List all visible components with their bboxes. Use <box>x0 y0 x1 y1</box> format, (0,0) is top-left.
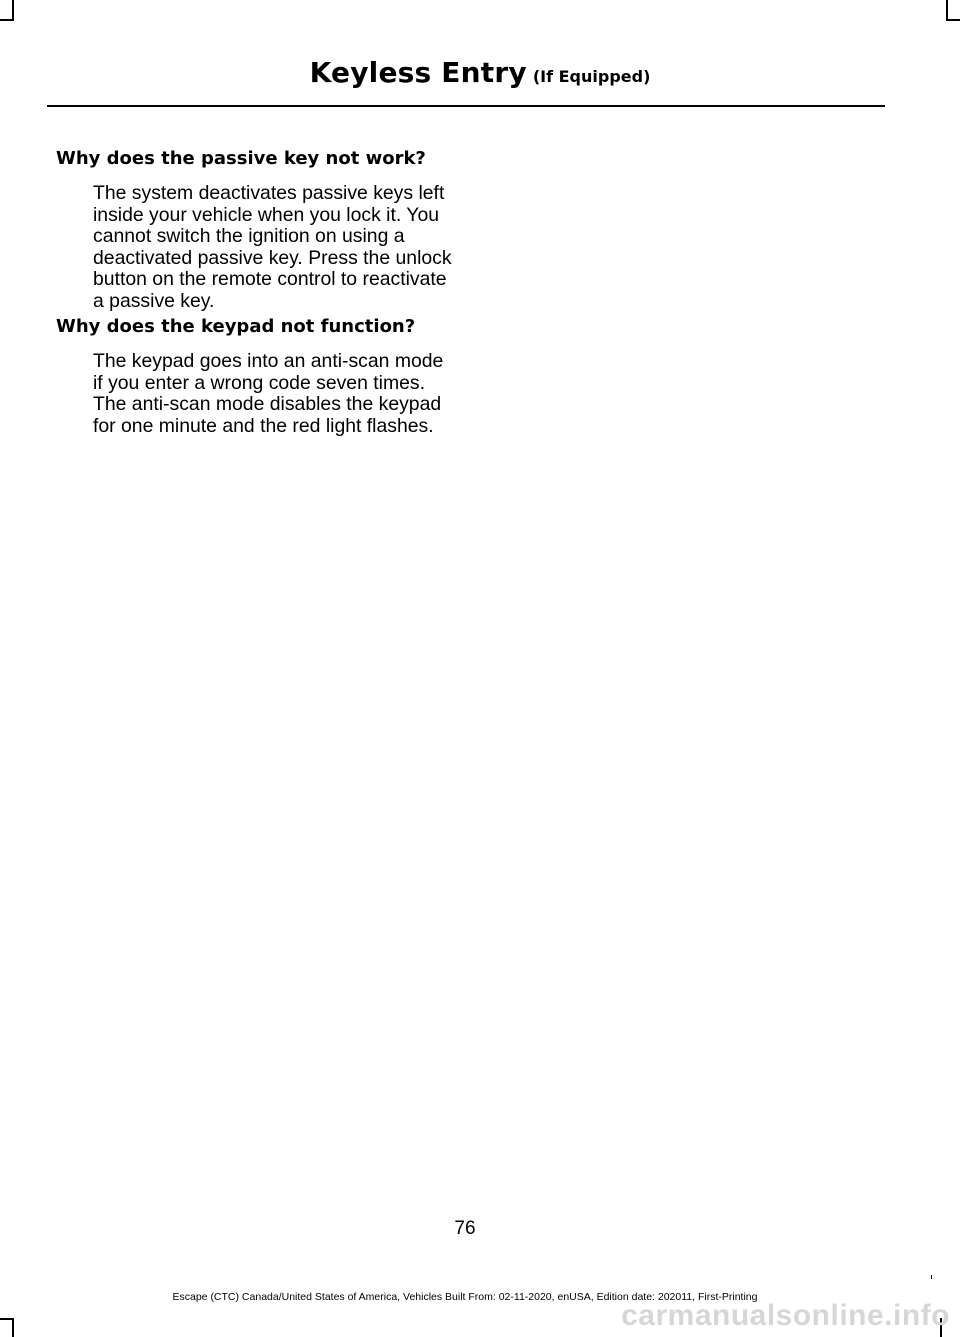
crop-mark-bottom-left-vertical <box>12 1318 14 1337</box>
faq-question: Why does the keypad not function? <box>56 316 416 337</box>
faq-item-passive-key <box>56 148 456 312</box>
crop-mark-top-right-vertical <box>946 0 948 20</box>
crop-mark-top-left-horizontal <box>0 19 14 21</box>
page-number: 76 <box>454 1218 476 1239</box>
section-title: Keyless Entry <box>309 56 527 89</box>
faq-question: Why does the passive key not work? <box>56 148 426 169</box>
footer-edition-info: Escape (CTC) Canada/United States of America, Vehicles Built From: 02-11-2020, enUSA, Edition date: 202011, First-Printing <box>172 1291 758 1303</box>
section-subtitle: (If Equipped) <box>532 67 651 86</box>
watermark: carmanualsonline.info <box>621 1299 950 1332</box>
crop-mark-bottom-left-horizontal <box>0 1318 14 1320</box>
page-header <box>0 56 960 89</box>
faq-item-keypad <box>56 316 456 437</box>
faq-answer: The system deactivates passive keys left inside your vehicle when you lock it. You cannot switch the ignition on using a deactivated passive key. Press the unlock button on the remote control to reactivate a passive key. <box>93 182 452 312</box>
crop-mark-top-right-horizontal <box>946 19 960 21</box>
crop-mark-right-tick <box>931 1275 932 1279</box>
crop-mark-top-left-vertical <box>12 0 14 20</box>
faq-answer: The keypad goes into an anti-scan mode if you enter a wrong code seven times. The anti-scan mode disables the keypad for one minute and the red light flashes. <box>93 350 444 437</box>
header-rule <box>47 105 885 107</box>
